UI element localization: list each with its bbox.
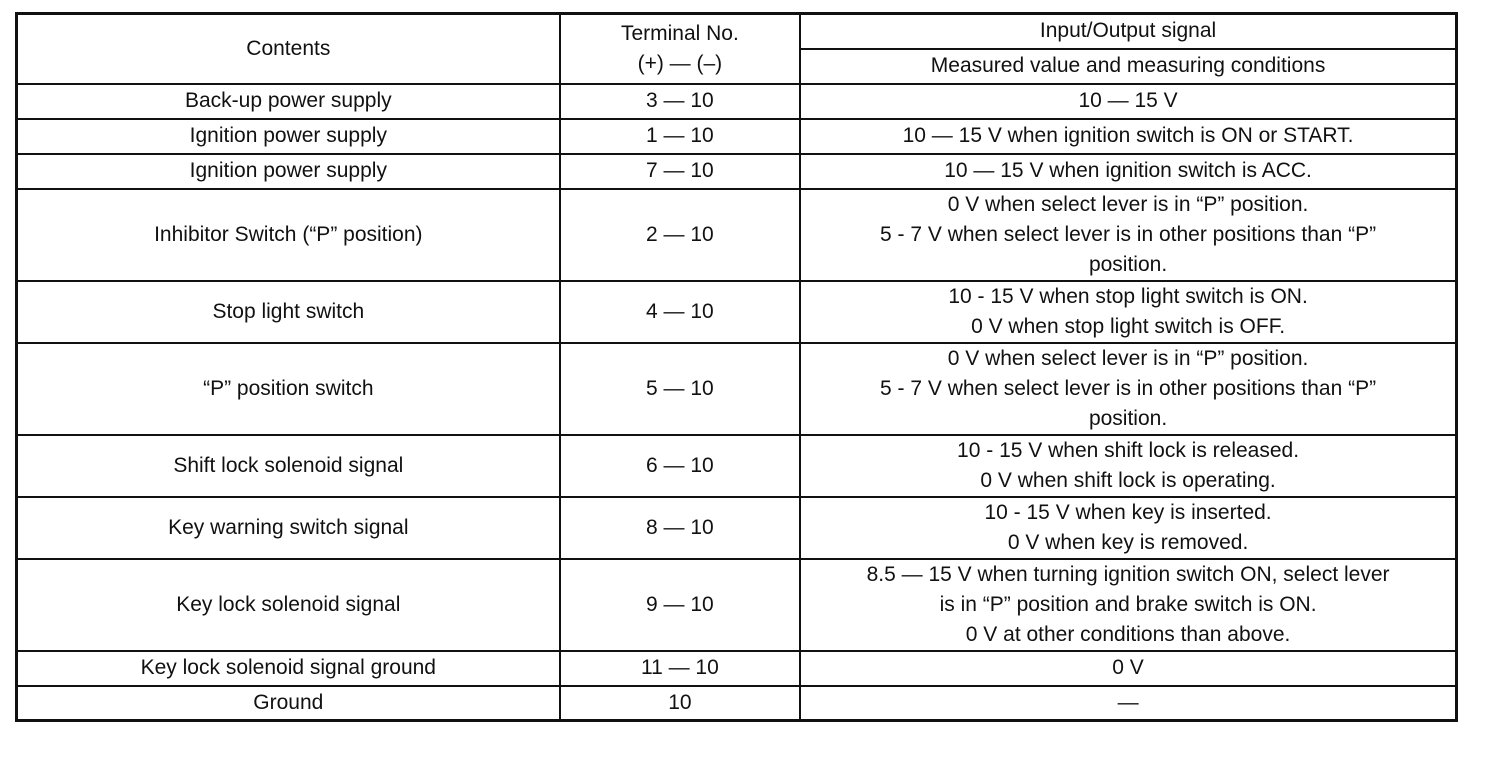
header-signal-sub: Measured value and measuring conditions <box>800 49 1456 84</box>
header-terminal-polarity: (+) — (–) <box>637 51 723 75</box>
signal-line: is in “P” position and brake switch is ON. <box>939 592 1317 616</box>
cell-contents: Key warning switch signal <box>17 497 560 559</box>
table-body <box>17 84 1457 721</box>
cell-signal <box>800 435 1456 497</box>
table-row <box>17 435 1457 497</box>
table-row <box>17 497 1457 559</box>
cell-contents: Ignition power supply <box>17 154 560 189</box>
signal-line: 10 - 15 V when stop light switch is ON. <box>948 284 1308 308</box>
cell-contents: Key lock solenoid signal ground <box>17 651 560 686</box>
cell-signal <box>800 651 1456 686</box>
signal-line: 10 — 15 V <box>1078 89 1178 112</box>
signal-line: 10 — 15 V when ignition switch is ON or START. <box>902 124 1354 147</box>
header-row <box>17 14 1457 49</box>
signal-line: position. <box>1088 252 1168 276</box>
cell-signal <box>800 154 1456 189</box>
cell-signal <box>800 343 1456 435</box>
cell-terminal: 3 — 10 <box>560 84 801 119</box>
signal-line: 0 V when shift lock is operating. <box>980 468 1276 492</box>
signal-line: 0 V when key is removed. <box>1007 530 1249 554</box>
table-row <box>17 154 1457 189</box>
cell-terminal: 6 — 10 <box>560 435 801 497</box>
cell-terminal: 8 — 10 <box>560 497 801 559</box>
header-terminal <box>560 14 801 84</box>
header-terminal-title: Terminal No. <box>620 21 739 45</box>
cell-terminal: 4 — 10 <box>560 281 801 343</box>
signal-line: 10 — 15 V when ignition switch is ACC. <box>944 159 1312 182</box>
signal-line: 8.5 — 15 V when turning ignition switch ON, select lever <box>866 562 1390 586</box>
table-row <box>17 686 1457 721</box>
cell-terminal: 7 — 10 <box>560 154 801 189</box>
cell-signal <box>800 686 1456 721</box>
cell-signal <box>800 84 1456 119</box>
cell-contents: “P” position switch <box>17 343 560 435</box>
cell-contents: Shift lock solenoid signal <box>17 435 560 497</box>
cell-signal <box>800 497 1456 559</box>
cell-contents: Stop light switch <box>17 281 560 343</box>
cell-contents: Ground <box>17 686 560 721</box>
signal-line: 5 - 7 V when select lever is in other positions than “P” <box>880 376 1377 400</box>
cell-contents: Key lock solenoid signal <box>17 559 560 651</box>
table-row <box>17 119 1457 154</box>
cell-terminal: 5 — 10 <box>560 343 801 435</box>
cell-signal <box>800 559 1456 651</box>
signal-line: 10 - 15 V when key is inserted. <box>984 500 1272 524</box>
header-contents: Contents <box>17 14 560 84</box>
table-row <box>17 281 1457 343</box>
table-row <box>17 189 1457 281</box>
table-row <box>17 343 1457 435</box>
signal-line: — <box>1117 690 1139 714</box>
cell-contents: Ignition power supply <box>17 119 560 154</box>
terminal-spec-table <box>15 12 1458 722</box>
cell-signal <box>800 189 1456 281</box>
table-row <box>17 84 1457 119</box>
cell-terminal: 2 — 10 <box>560 189 801 281</box>
signal-line: 5 - 7 V when select lever is in other positions than “P” <box>880 222 1377 246</box>
cell-signal <box>800 281 1456 343</box>
signal-line: 10 - 15 V when shift lock is released. <box>957 438 1300 462</box>
signal-line: 0 V when select lever is in “P” position. <box>947 192 1309 216</box>
signal-line: position. <box>1088 406 1168 430</box>
signal-line: 0 V <box>1112 656 1144 679</box>
header-signal: Input/Output signal <box>800 14 1456 49</box>
cell-contents: Inhibitor Switch (“P” position) <box>17 189 560 281</box>
cell-signal <box>800 119 1456 154</box>
table-row <box>17 651 1457 686</box>
table-header <box>17 14 1457 84</box>
cell-terminal: 1 — 10 <box>560 119 801 154</box>
signal-line: 0 V at other conditions than above. <box>965 622 1291 646</box>
cell-terminal: 11 — 10 <box>560 651 801 686</box>
signal-line: 0 V when select lever is in “P” position. <box>947 346 1309 370</box>
signal-line: 0 V when stop light switch is OFF. <box>971 314 1286 338</box>
cell-terminal: 10 <box>560 686 801 721</box>
cell-terminal: 9 — 10 <box>560 559 801 651</box>
cell-contents: Back-up power supply <box>17 84 560 119</box>
table-row <box>17 559 1457 651</box>
